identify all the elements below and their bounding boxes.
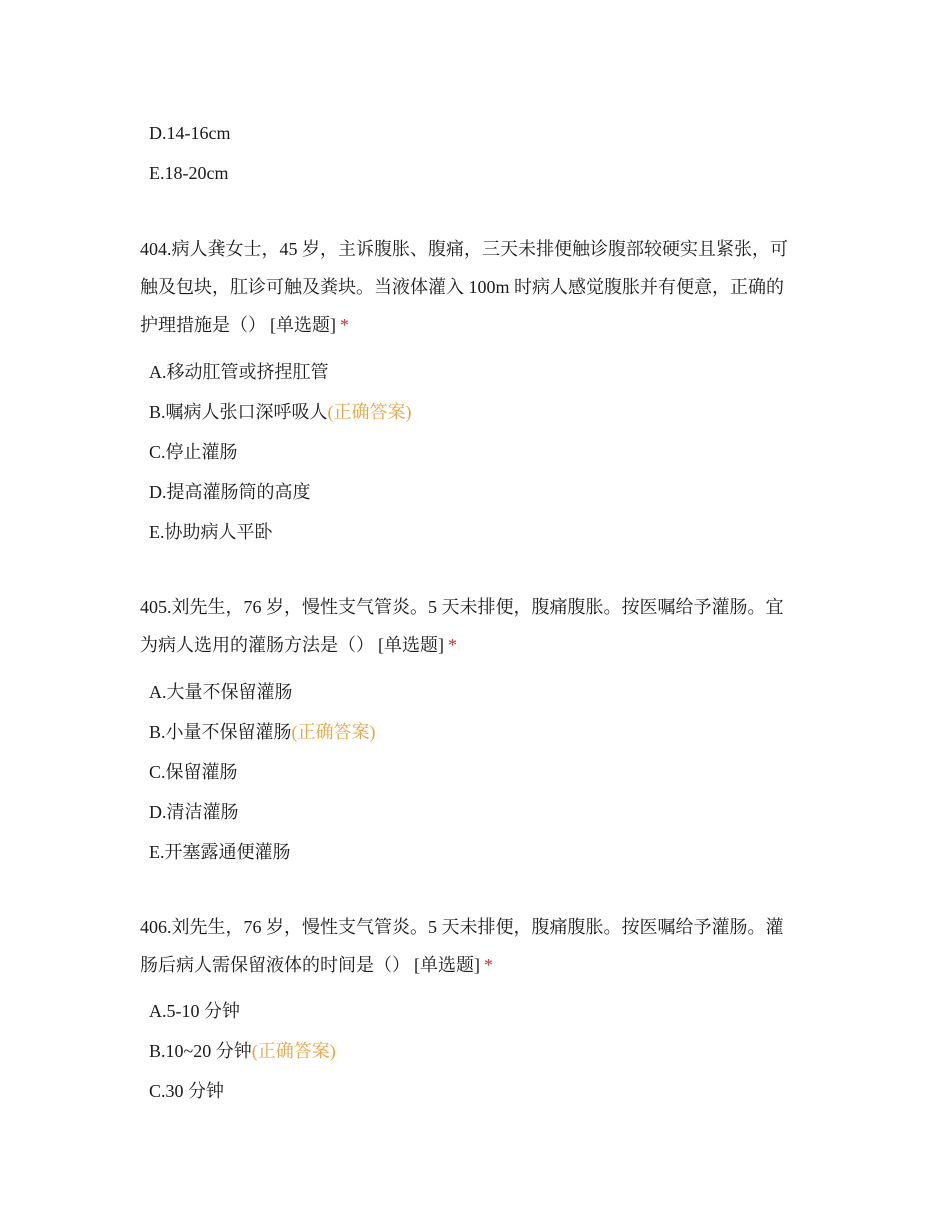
option-text: D.14-16cm	[149, 123, 231, 143]
option-text: A.移动肛管或挤捏肛管	[149, 362, 329, 382]
option-text: C.停止灌肠	[149, 442, 238, 462]
option-e	[149, 153, 230, 193]
option-text: E.协助病人平卧	[149, 522, 273, 542]
question-405-stem	[140, 588, 812, 664]
question-line: 404.病人龚女士，45 岁，主诉腹胀、腹痛，三天未排便触诊腹部较硬实且紧张，可	[140, 239, 788, 259]
option-text: A.大量不保留灌肠	[149, 682, 293, 702]
question-404-options	[149, 352, 412, 552]
question-line: 405.刘先生，76 岁，慢性支气管炎。5 天未排便，腹痛腹胀。按医嘱给予灌肠。宜	[140, 597, 784, 617]
question-406-stem	[140, 908, 812, 984]
question-line-last	[140, 306, 812, 344]
question-404-stem	[140, 230, 812, 344]
option-b	[149, 712, 376, 752]
question-line: 406.刘先生，76 岁，慢性支气管炎。5 天未排便，腹痛腹胀。按医嘱给予灌肠。灌	[140, 917, 784, 937]
question-line-text: 护理措施是（）	[140, 315, 266, 335]
option-a	[149, 991, 336, 1031]
option-text: E.18-20cm	[149, 163, 229, 183]
option-e	[149, 512, 412, 552]
question-line-text: 为病人选用的灌肠方法是（）	[140, 635, 374, 655]
option-text: B.嘱病人张口深呼吸人	[149, 402, 328, 422]
question-406-options	[149, 991, 336, 1111]
option-text: C.保留灌肠	[149, 762, 238, 782]
question-403-options	[149, 113, 230, 193]
option-text: D.提高灌肠筒的高度	[149, 482, 311, 502]
question-line-last	[140, 946, 812, 984]
option-text: B.小量不保留灌肠	[149, 722, 292, 742]
required-mark: *	[448, 635, 457, 655]
required-mark: *	[340, 315, 349, 335]
option-e	[149, 832, 376, 872]
required-mark: *	[484, 955, 493, 975]
option-d	[149, 472, 412, 512]
question-line: 触及包块，肛诊可触及粪块。当液体灌入 100m 时病人感觉腹胀并有便意，正确的	[140, 277, 784, 297]
option-text: C.30 分钟	[149, 1081, 225, 1101]
option-c	[149, 752, 376, 792]
option-b	[149, 1031, 336, 1071]
option-text: D.清洁灌肠	[149, 802, 239, 822]
option-a	[149, 672, 376, 712]
question-type-tag: [单选题]	[414, 955, 480, 975]
correct-answer-label: (正确答案)	[251, 1041, 336, 1061]
option-text: A.5-10 分钟	[149, 1001, 240, 1021]
option-b	[149, 392, 412, 432]
option-d	[149, 113, 230, 153]
option-text: B.10~20 分钟	[149, 1041, 252, 1061]
option-d	[149, 792, 376, 832]
option-c	[149, 1071, 336, 1111]
correct-answer-label: (正确答案)	[291, 722, 376, 742]
question-line-last	[140, 626, 812, 664]
option-a	[149, 352, 412, 392]
question-type-tag: [单选题]	[378, 635, 444, 655]
question-405-options	[149, 672, 376, 872]
question-type-tag: [单选题]	[270, 315, 336, 335]
question-line-text: 肠后病人需保留液体的时间是（）	[140, 955, 410, 975]
correct-answer-label: (正确答案)	[327, 402, 412, 422]
option-text: E.开塞露通便灌肠	[149, 842, 291, 862]
option-c	[149, 432, 412, 472]
